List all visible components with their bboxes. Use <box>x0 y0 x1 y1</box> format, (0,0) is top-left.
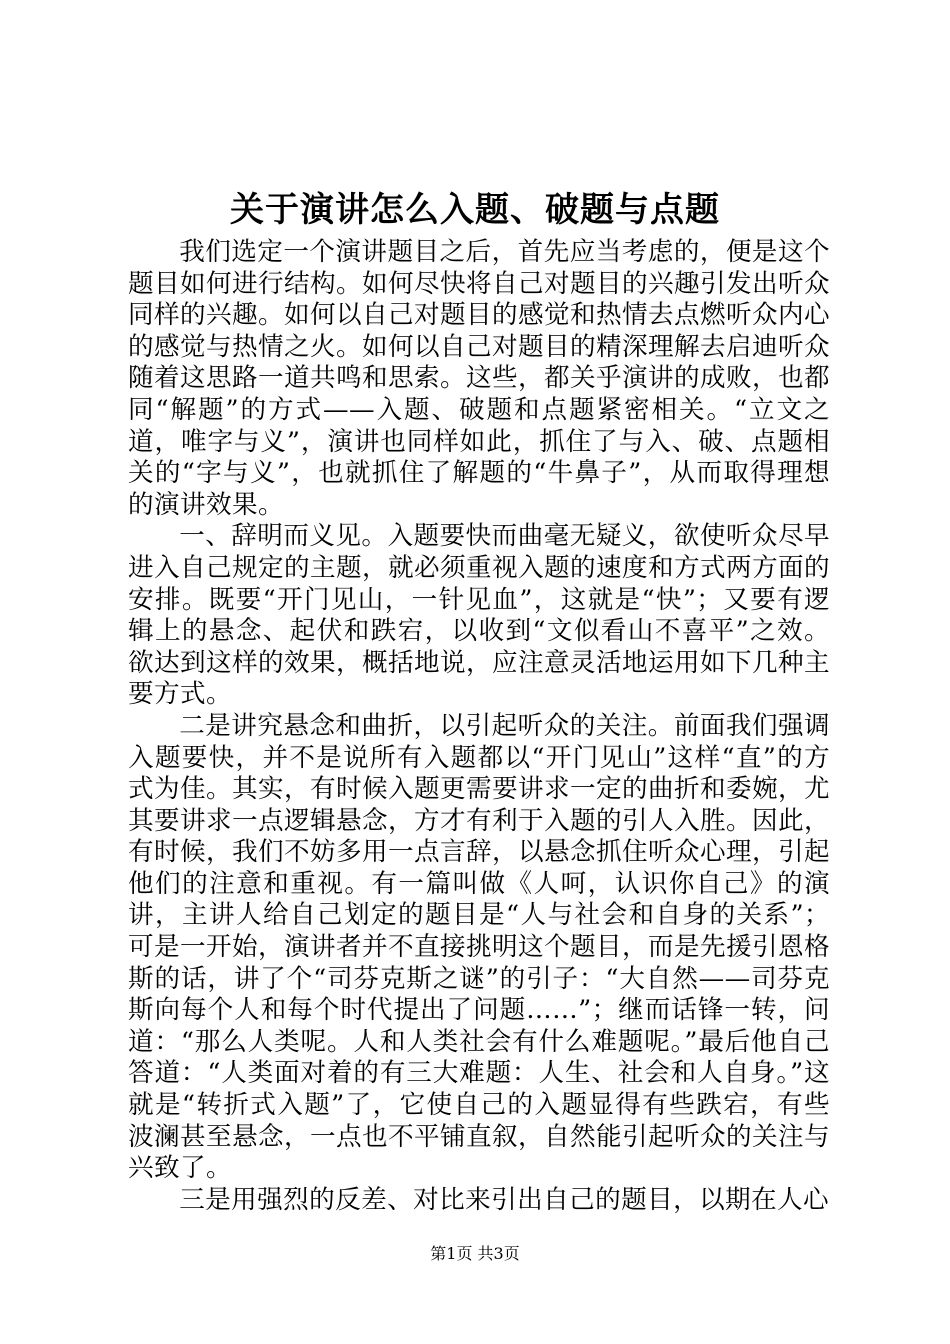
document-title: 关于演讲怎么入题、破题与点题 <box>230 190 720 230</box>
paragraph-section-three: 三是用强烈的反差、对比来引出自己的题目，以期在人心 <box>179 1184 830 1215</box>
paragraph-section-two: 二是讲究悬念和曲折，以引起听众的关注。前面我们强调入题要快，并不是说所有入题都以“开门见山”这样“直”的方式为佳。其实，有时候入题更需要讲求一定的曲折和委婉，尤其要讲求一点逻辑悬念，方才有利于入题的引人入胜。因此，有时候，我们不妨多用一点言辞，以悬念抓住听众心理，引起他们的注意和重视。有一篇叫做《人呵，认识你自己》的演讲，主讲人给自己划定的题目是“人与社会和自身的关系”；可是一开始，演讲者并不直接挑明这个题目，而是先援引恩格斯的话，讲了个“司芬克斯之谜”的引子：“大自然——司芬克斯向每个人和每个时代提出了问题……”；继而话锋一转，问道：“那么人类呢。人和人类社会有什么难题呢。”最后他自己答道：“人类面对着的有三大难题：人生、社会和人自身。”这就是“转折式入题”了，它使自己的入题显得有些跌宕，有些波澜甚至悬念，一点也不平铺直叙，自然能引起听众的关注与兴致了。 <box>128 710 830 1184</box>
paragraph-section-one: 一、辞明而义见。入题要快而曲毫无疑义，欲使听众尽早进入自己规定的主题，就必须重视入题的速度和方式两方面的安排。既要“开门见山，一针见血”，这就是“快”；又要有逻辑上的悬念、起伏和跌宕，以收到“文似看山不喜平”之效。欲达到这样的效果，概括地说，应注意灵活地运用如下几种主要方式。 <box>128 521 830 710</box>
page-number-footer: 第1页 共3页 <box>430 1244 520 1263</box>
document-body <box>128 237 830 1216</box>
paragraph-intro: 我们选定一个演讲题目之后，首先应当考虑的，便是这个题目如何进行结构。如何尽快将自己对题目的兴趣引发出听众同样的兴趣。如何以自己对题目的感觉和热情去点燃听众内心的感觉与热情之火。如何以自己对题目的精深理解去启迪听众随着这思路一道共鸣和思索。这些，都关乎演讲的成败，也都同“解题”的方式——入题、破题和点题紧密相关。“立文之道，唯字与义”，演讲也同样如此，抓住了与入、破、点题相关的“字与义”，也就抓住了解题的“牛鼻子”，从而取得理想的演讲效果。 <box>128 237 830 520</box>
